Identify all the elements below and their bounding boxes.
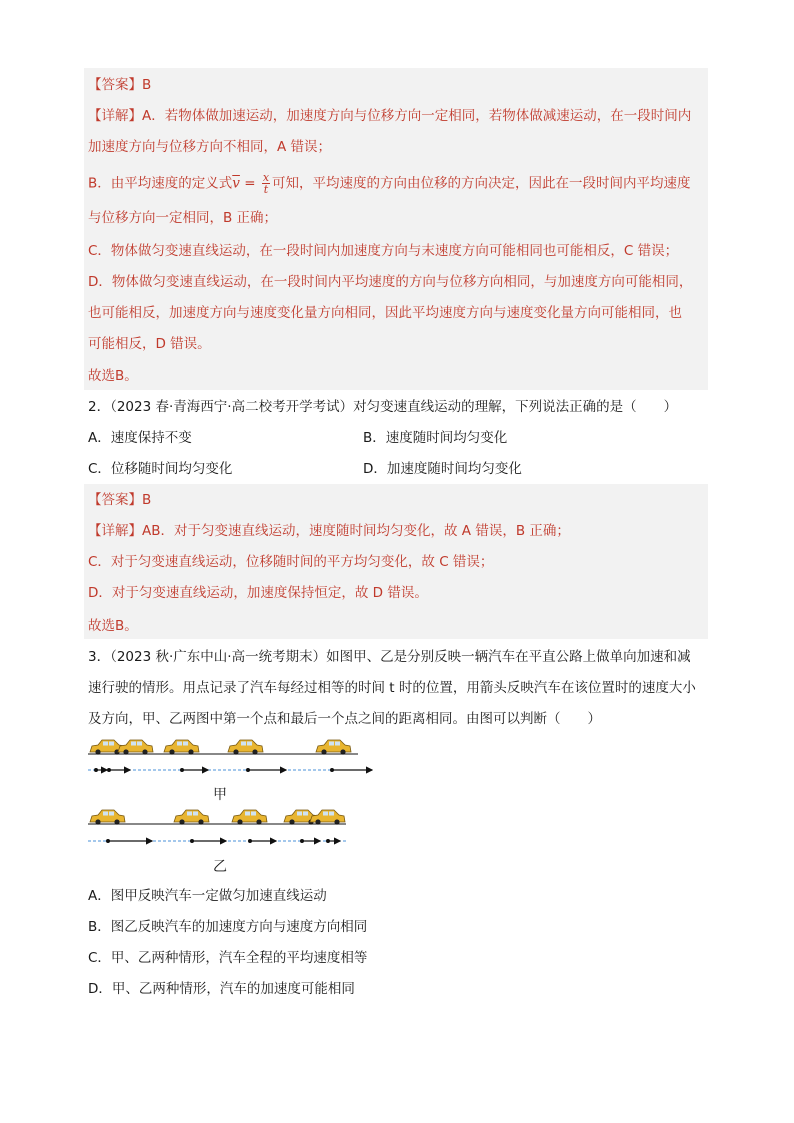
question-3-stem-line-3: 及方向，甲、乙两图中第一个点和最后一个点之间的距离相同。由图可以判断（ ） [88,711,601,727]
detail-line-2: 加速度方向与位移方向不相同，A 错误； [88,139,332,155]
car-icon [232,810,267,825]
detail-text: AB．对于匀变速直线运动，速度随时间均匀变化，故 A 错误，B 正确； [142,523,570,539]
q2-option-d: D．加速度随时间均匀变化 [363,461,522,477]
detail-line-2: C．对于匀变速直线运动，位移随时间的平方均匀变化，故 C 错误； [88,554,494,570]
answer-tag: 【答案】 [88,492,142,508]
car-icon [310,810,345,825]
q2-option-c: C．位移随时间均匀变化 [88,461,233,477]
detail-line-4: 与位移方向一定相同，B 正确； [88,210,278,226]
question-3-stem-line-2: 速行驶的情形。用点记录了汽车每经过相等的时间 t 时的位置，用箭头反映汽车在该位置时的速度大小 [88,680,696,696]
conclusion-line: 故选B。 [88,368,138,384]
detail-line-1 [88,522,570,540]
equals-sign: = [239,175,260,192]
answer-value: B [142,77,152,93]
fraction-x-over-t [262,172,270,195]
figure-yi-label: 乙 [213,859,227,875]
average-velocity-symbol: $\overline{v}$ [232,175,240,192]
answer-tag: 【答案】 [88,77,142,93]
car-icon [90,810,125,825]
q2-option-b: B．速度随时间均匀变化 [363,430,508,446]
q3-option-a: A．图甲反映汽车一定做匀加速直线运动 [88,888,327,904]
q3-option-d: D．甲、乙两种情形，汽车的加速度可能相同 [88,981,355,997]
conclusion-line: 故选B。 [88,618,138,634]
detail-text: B．由平均速度的定义式 [88,175,233,192]
figure-yi-diagram [88,806,388,851]
detail-line-8: 可能相反，D 错误。 [88,336,211,352]
car-icon [118,740,153,755]
answer-value: B [142,492,152,508]
q3-option-b: B．图乙反映汽车的加速度方向与速度方向相同 [88,919,368,935]
detail-line-3 [88,172,691,195]
answer-line [88,76,151,94]
fraction-numerator: x [262,171,270,184]
detail-line-3: D．对于匀变速直线运动，加速度保持恒定，故 D 错误。 [88,585,428,601]
car-icon [174,810,209,825]
figure-jia-diagram [88,734,388,784]
q3-option-c: C．甲、乙两种情形，汽车全程的平均速度相等 [88,950,368,966]
answer-line [88,491,151,509]
question-3-stem-line-1: 3．（2023 秋·广东中山·高一统考期末）如图甲、乙是分别反映一辆汽车在平直公路上做单向加速和减 [88,649,691,665]
car-icon [228,740,263,755]
car-icon [164,740,199,755]
detail-line-6: D．物体做匀变速直线运动，在一段时间内平均速度的方向与位移方向相同，与加速度方向可能相同， [88,274,693,290]
car-icon [316,740,351,755]
detail-tag: 【详解】 [88,108,142,124]
detail-text: 可知，平均速度的方向由位移的方向决定，因此在一段时间内平均速度 [272,175,691,192]
detail-text: A．若物体做加速运动，加速度方向与位移方向一定相同，若物体做减速运动，在一段时间内 [142,108,692,124]
fraction-denominator: t [263,183,269,196]
detail-line-1 [88,107,691,125]
figure-jia-label: 甲 [213,787,227,803]
detail-line-5: C．物体做匀变速直线运动，在一段时间内加速度方向与末速度方向可能相同也可能相反，C 错误； [88,243,679,259]
detail-tag: 【详解】 [88,523,142,539]
question-2-stem: 2．（2023 春·青海西宁·高二校考开学考试）对匀变速直线运动的理解，下列说法正确的是（ ） [88,399,678,415]
q2-option-a: A．速度保持不变 [88,430,192,446]
detail-line-7: 也可能相反，加速度方向与速度变化量方向相同，因此平均速度方向与速度变化量方向可能相同，也 [88,305,682,321]
